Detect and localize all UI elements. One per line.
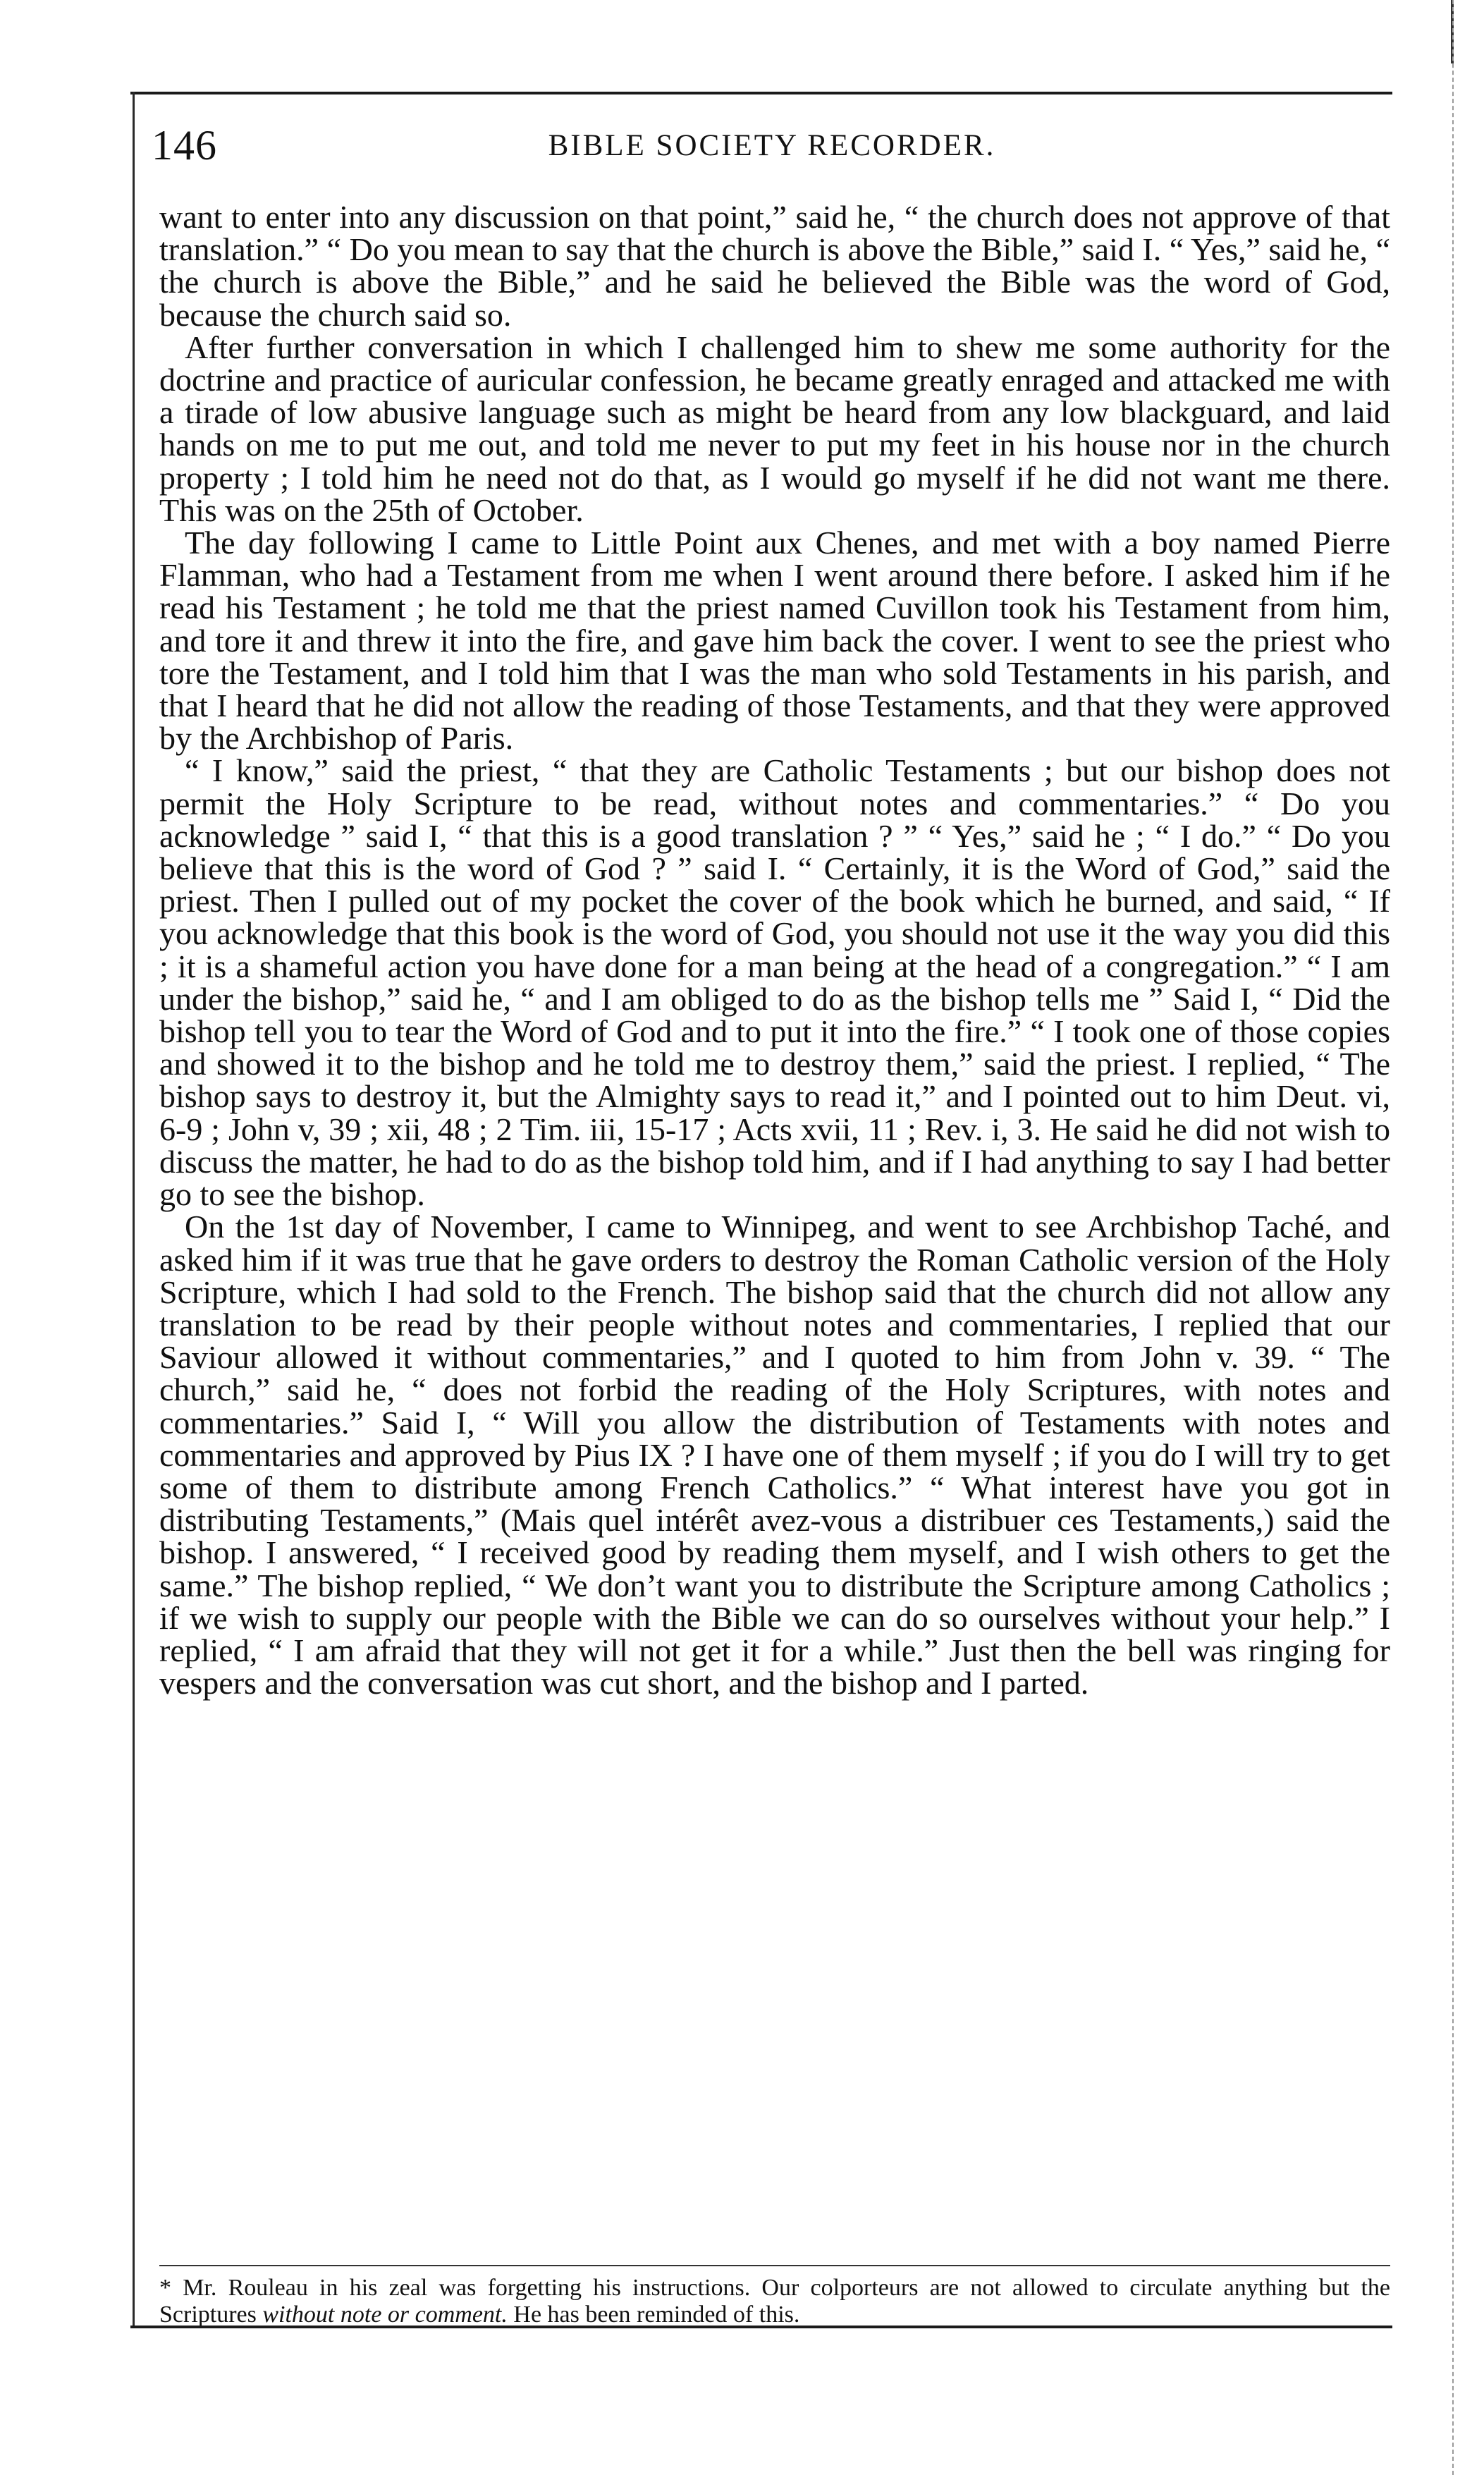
left-margin-rule	[133, 92, 135, 2327]
paragraph: The day following I came to Little Point aux Chenes, and met with a boy named Pierre Flamman, who had a Testament from me when I went around there before. I asked him if he read his Testament ; he told me that the priest named Cuvillon took his Testament from him, and tore it and threw it into the fire, and gave him back the cover. I went to see the priest who tore the Testament, and I told him that I was the man who sold Testaments in his parish, and that I heard that he did not allow the reading of those Testaments, and that they were approved by the Archbishop of Paris.	[159, 525, 1390, 757]
paragraph: On the 1st day of November, I came to Winnipeg, and went to see Archbishop Taché, and asked him if it was true that he gave orders to destroy the Roman Catholic version of the Holy Scripture, which I had sold to the French. The bishop said that the church did not allow any translation to be read by their people without notes and commentaries, I replied that our Saviour allowed it without commentaries,” and I quoted to him from John v. 39. “ The church,” said he, “ does not forbid the reading of the Holy Scriptures, with notes and commentaries.” Said I, “ Will you allow the distribution of Testaments with notes and commentaries and approved by Pius IX ? I have one of them myself ; if you do I will try to get some of them to distribute among French Catholics.” “ What interest have you got in distributing Testaments,” (Mais quel intérêt avez-vous a distribuer ces Testaments,) said the bishop. I answered, “ I received good by reading them myself, and I wish others to get the same.” The bishop replied, “ We don’t want you to distribute the Scripture among Catholics ; if we wish to supply our people with the Bible we can do so ourselves without your help.” I replied, “ I am afraid that they will not get it for a while.” Just then the bell was ringing for vespers and the conversation was cut short, and the bishop and I parted.	[159, 1209, 1390, 1701]
footnote-tail: He has been reminded of this.	[507, 2302, 800, 2328]
running-head	[152, 121, 1392, 171]
paragraph-continued: want to enter into any discussion on that point,” said he, “ the church does not approve of that translation.” “ Do you mean to say that the church is above the Bible,” said I. “ Yes,” said he, “ the church is above the Bible,” and he said he believed the Bible was the word of God, because the church said so.	[159, 199, 1390, 333]
paragraph: After further conversation in which I challenged him to shew me some authority for the doctrine and practice of auricular confession, he became greatly enraged and attacked me with a tirade of low abusive language such as might be heard from any low blackguard, and laid hands on me to put me out, and told me never to put my feet in his house nor in the church property ; I told him he need not do that, as I would go myself if he did not want me there. This was on the 25th of October.	[159, 329, 1390, 528]
page-edge	[1452, 0, 1454, 2475]
footnote-lead: * Mr. Rouleau in his zeal was forgetting his instructions. Our colporteurs are not allowed to circulate anything but the Scriptures	[159, 2275, 1390, 2328]
page-number: 146	[152, 122, 217, 169]
footnote-rule	[159, 2265, 1390, 2266]
footnote	[159, 2275, 1390, 2328]
journal-title: BIBLE SOCIETY RECORDER.	[548, 129, 996, 162]
bottom-rule	[130, 2326, 1392, 2328]
footnote-emphasis: without note or comment.	[262, 2302, 508, 2328]
top-rule	[130, 92, 1392, 94]
paragraph: “ I know,” said the priest, “ that they are Catholic Testaments ; but our bishop does not permit the Holy Scripture to be read, without notes and commentaries.” “ Do you acknowledge ” said I, “ that this is a good translation ? ” “ Yes,” said he ; “ I do.” “ Do you believe that this is the word of God ? ” said I. “ Certainly, it is the Word of God,” said the priest. Then I pulled out of my pocket the cover of the book which he burned, and said, “ If you acknowledge that this book is the word of God, you should not use it the way you did this ; it is a shameful action you have done for a man being at the head of a congregation.” “ I am under the bishop,” said he, “ and I am obliged to do as the bishop tells me ” Said I, “ Did the bishop tell you to tear the Word of God and to put it into the fire.” “ I took one of those copies and showed it to the bishop and he told me to destroy them,” said the priest. I replied, “ The bishop says to destroy it, but the Almighty says to read it,” and I pointed out to him Deut. vi, 6-9 ; John v, 39 ; xii, 48 ; 2 Tim. iii, 15-17 ; Acts xvii, 11 ; Rev. i, 3. He said he did not wish to discuss the matter, he had to do as the bishop told him, and if I had anything to say I had better go to see the bishop.	[159, 752, 1390, 1213]
article-body	[159, 201, 1390, 1699]
